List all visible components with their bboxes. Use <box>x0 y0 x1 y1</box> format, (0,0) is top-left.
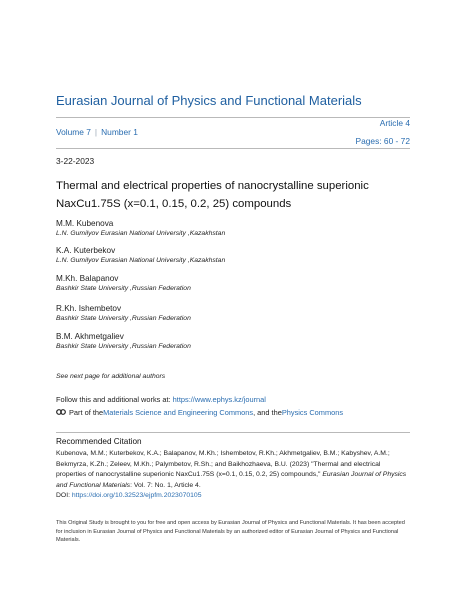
author-name: M.Kh. Balapanov <box>56 274 119 283</box>
author-affiliation: Bashkir State University ,Russian Federation <box>56 285 191 292</box>
author-name: K.A. Kuterbekov <box>56 246 116 255</box>
citation-volume: : Vol. 7: No. 1, Article 4. <box>130 481 201 489</box>
volume-separator: | <box>94 127 98 137</box>
recommended-citation-text <box>56 449 412 502</box>
follow-prefix: Follow this and additional works at: <box>56 395 173 404</box>
author-name: M.M. Kubenova <box>56 219 114 228</box>
follow-line <box>56 395 266 404</box>
access-notice: This Original Study is brought to you for free and open access by Eurasian Journal of Physics and Functional Materials. It has been accepted for inclusion in Eurasian Journal of Physics and Functional Materials by an authorized editor of Eurasian Journal of Physics and Functional Materials. <box>56 520 405 544</box>
journal-title[interactable]: Eurasian Journal of Physics and Functional Materials <box>56 93 362 108</box>
materials-commons-link[interactable]: Materials Science and Engineering Commons <box>103 407 254 417</box>
part-of-middle: , and the <box>253 407 282 417</box>
number-link[interactable]: Number 1 <box>101 127 138 137</box>
citation-journal: Eurasian Journal of Physics and Functional Materials <box>56 471 407 489</box>
physics-commons-link[interactable]: Physics Commons <box>281 407 344 417</box>
paper-title <box>56 177 416 213</box>
paper-title-line-1: Thermal and electrical properties of nanocrystalline superionic <box>56 180 369 192</box>
volume-issue-line <box>56 127 138 137</box>
author-name: B.M. Akhmetgaliev <box>56 332 124 341</box>
author-affiliation: Bashkir State University ,Russian Federation <box>56 315 191 322</box>
volume-link[interactable]: Volume 7 <box>56 127 91 137</box>
journal-site-link[interactable]: https://www.ephys.kz/journal <box>172 395 266 404</box>
author-affiliation: Bashkir State University ,Russian Federation <box>56 343 191 350</box>
author-affiliation: L.N. Gumilyov Eurasian National University ,Kazakhstan <box>56 257 226 264</box>
meta-divider <box>56 148 410 149</box>
author-affiliation: L.N. Gumilyov Eurasian National University ,Kazakhstan <box>56 230 226 237</box>
part-of-prefix: Part of the <box>69 407 104 417</box>
page-range: Pages: 60 - 72 <box>355 136 410 146</box>
header-divider <box>56 117 410 118</box>
network-icon <box>56 407 66 417</box>
doi-link[interactable]: https://doi.org/10.32523/ejpfm.2023070105 <box>71 492 202 500</box>
additional-authors-note: See next page for additional authors <box>56 373 166 380</box>
citation-divider <box>56 432 410 433</box>
publication-date: 3-22-2023 <box>56 156 95 166</box>
recommended-citation-heading: Recommended Citation <box>56 437 142 446</box>
author-name: R.Kh. Ishembetov <box>56 304 122 313</box>
part-of-line <box>56 407 343 417</box>
doi-prefix: DOI: <box>56 492 72 500</box>
article-number[interactable]: Article 4 <box>379 118 410 128</box>
citation-authors-title: Kubenova, M.M.; Kuterbekov, K.A.; Balapanov, M.Kh.; Ishembetov, R.Kh.; Akhmetgaliev, B.M.; Kabyshev, A.M.; Bekmyrza, K.Zh.; Zeleev, M.Kh.; Palymbetov, R.Sh.; and Baikhozhaeva, B.U. (2023) "Thermal and electrical properties of nanocrystalline superionic NaxCu1.75S (x=0.1, 0.15, 0.2, 25) compounds," <box>56 450 390 479</box>
paper-title-line-2: NaxCu1.75S (x=0.1, 0.15, 0.2, 25) compounds <box>56 198 292 210</box>
